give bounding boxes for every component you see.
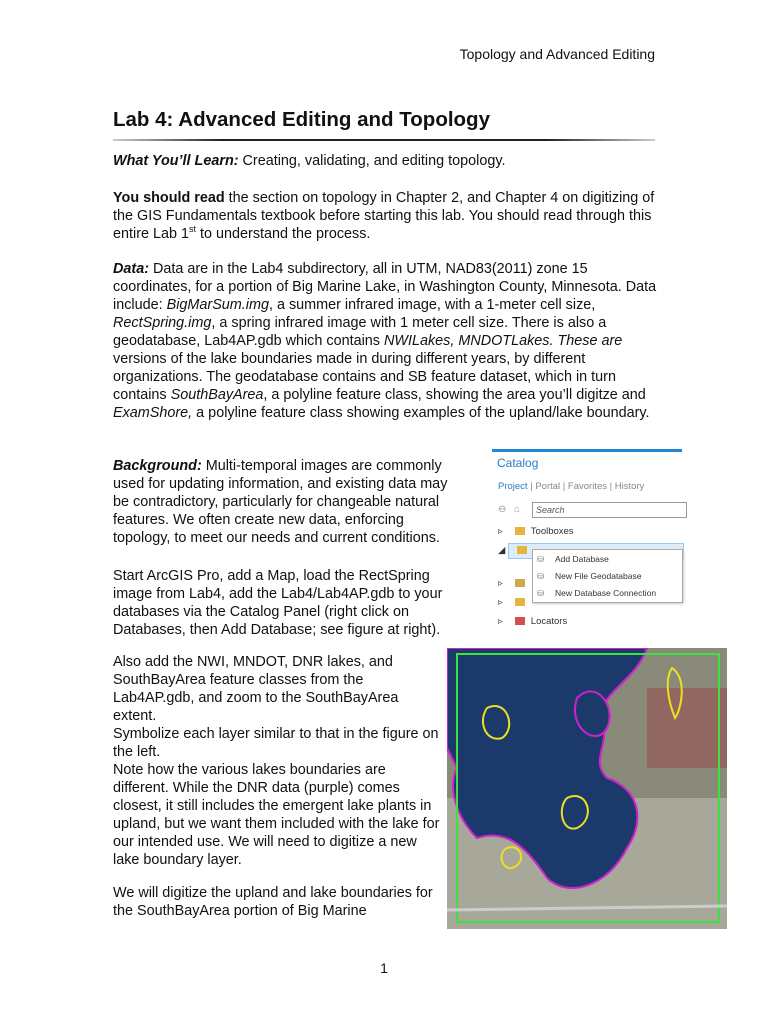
lake-map-figure xyxy=(447,648,727,929)
tree-label: Toolboxes xyxy=(530,526,574,537)
start-paragraph xyxy=(113,567,458,639)
catalog-title: Catalog xyxy=(497,456,539,470)
title-divider xyxy=(113,139,655,141)
text-run: , a polyline feature class, showing the area you’ll digitze and xyxy=(263,387,646,403)
running-header: Topology and Advanced Editing xyxy=(459,46,655,62)
database-connection-icon: ⛁ xyxy=(537,588,545,598)
digitize-paragraph xyxy=(113,884,441,920)
background-paragraph xyxy=(113,457,458,547)
text-run: to understand the process. xyxy=(196,226,371,242)
text-run: st xyxy=(189,224,197,235)
tab-favorites[interactable]: Favorites xyxy=(567,481,607,492)
tree-expander[interactable]: ▹ xyxy=(498,578,531,589)
text-run: , a spring infrared image with 1 meter cell size. There is also a geodatabase, Lab4AP.gdb which contains xyxy=(113,315,607,349)
text-run: SouthBayArea xyxy=(170,387,264,403)
menu-new-database-connection[interactable] xyxy=(537,588,656,599)
data-paragraph xyxy=(113,260,661,422)
text-run: , a summer infrared image, with a 1-meter cell size, xyxy=(268,297,596,313)
text-run: You should read xyxy=(113,190,225,206)
home-icon[interactable]: ⌂ xyxy=(514,504,521,515)
text-run: versions of the lake boundaries made in during different years, by different organizations. The geodatabase contains and SB feature dataset, which in turn contains xyxy=(113,351,616,403)
text-run: Symbolize each layer similar to that in the figure on the left. xyxy=(113,726,439,760)
text-run: Creating, validating, and editing topology. xyxy=(238,153,506,169)
read-paragraph xyxy=(113,189,661,243)
text-run: RectSpring.img xyxy=(113,315,212,331)
catalog-figure xyxy=(492,449,682,634)
add-database-icon: ⛁ xyxy=(537,554,545,564)
text-run: Note how the various lakes boundaries are different. While the DNR data (purple) comes closest, it still includes the emergent lake plants in upland, but we want them included with the lake for our intended use. We will need to digitize a new lake boundary layer. xyxy=(113,762,440,868)
learn-paragraph xyxy=(113,152,661,170)
text-run: We will digitize the upland and lake boundaries for the SouthBayArea portion of Big Marine xyxy=(113,885,433,919)
text-run: NWILakes, MNDOTLakes. These are xyxy=(383,333,623,349)
text-run: Data: xyxy=(113,261,149,277)
catalog-tabs: Project | Portal | Favorites | History xyxy=(498,481,645,492)
text-run: a polyline feature class showing examples of the upland/lake boundary. xyxy=(192,405,650,421)
catalog-search-input[interactable]: Search xyxy=(532,502,687,518)
tree-item-databases[interactable] xyxy=(498,545,533,556)
text-run: Multi-temporal images are commonly used for updating information, and existing data may be contradictory, particularly for changeable natural features. We often create new data, enforcing topology, to meet our needs and current conditions. xyxy=(113,458,448,546)
text-run: the section on topology in Chapter 2, and Chapter 4 on digitizing of the GIS Fundamentals textbook before starting this lab. You should read through this entire Lab 1 xyxy=(113,190,655,242)
tree-expander[interactable]: ▹ xyxy=(498,597,531,608)
tree-item-locators[interactable] xyxy=(498,616,567,627)
text-run: Also add the NWI, MNDOT, DNR lakes, and SouthBayArea feature classes from the Lab4AP.gdb, and zoom to the SouthBayArea extent. xyxy=(113,654,399,724)
locator-icon xyxy=(515,617,525,625)
text-run: Background: xyxy=(113,458,202,474)
also-add-paragraph xyxy=(113,653,441,869)
menu-label: Add Database xyxy=(555,554,609,564)
text-run: Start ArcGIS Pro, add a Map, load the RectSpring image from Lab4, add the Lab4/Lab4AP.gdb to your databases via the Catalog Panel (right click on Databases, then Add Database; see figure at right). xyxy=(113,568,443,638)
tree-label: Locators xyxy=(530,616,568,627)
tab-portal[interactable]: Portal xyxy=(535,481,561,492)
expand-icon[interactable]: ▹ xyxy=(498,526,503,537)
menu-add-database[interactable] xyxy=(537,554,609,565)
back-icon[interactable]: ⊖ xyxy=(498,504,507,515)
page-title: Lab 4: Advanced Editing and Topology xyxy=(113,108,490,131)
menu-label: New Database Connection xyxy=(555,588,657,598)
menu-label: New File Geodatabase xyxy=(555,571,642,581)
collapse-icon[interactable]: ◢ xyxy=(498,545,506,556)
expand-icon[interactable]: ▹ xyxy=(498,616,503,627)
tab-history[interactable]: History xyxy=(614,481,645,492)
tab-project[interactable]: Project xyxy=(498,481,528,492)
page-number: 1 xyxy=(380,960,388,976)
menu-new-file-geodatabase[interactable] xyxy=(537,571,641,582)
text-run: Data are in the Lab4 subdirectory, all in UTM, NAD83(2011) zone 15 coordinates, for a portion of Big Marine Lake, in Washington County, Minnesota. Data include: xyxy=(113,261,657,313)
text-run: BigMarSum.img xyxy=(166,297,269,313)
database-folder-icon xyxy=(517,546,527,554)
vegetation-patch xyxy=(647,688,727,768)
context-menu xyxy=(532,549,683,603)
text-run: What You’ll Learn: xyxy=(113,153,239,169)
text-run: ExamShore, xyxy=(113,405,193,421)
toolbox-folder-icon xyxy=(515,527,525,535)
new-geodatabase-icon: ⛁ xyxy=(537,571,545,581)
tree-item-toolboxes[interactable] xyxy=(498,526,574,537)
